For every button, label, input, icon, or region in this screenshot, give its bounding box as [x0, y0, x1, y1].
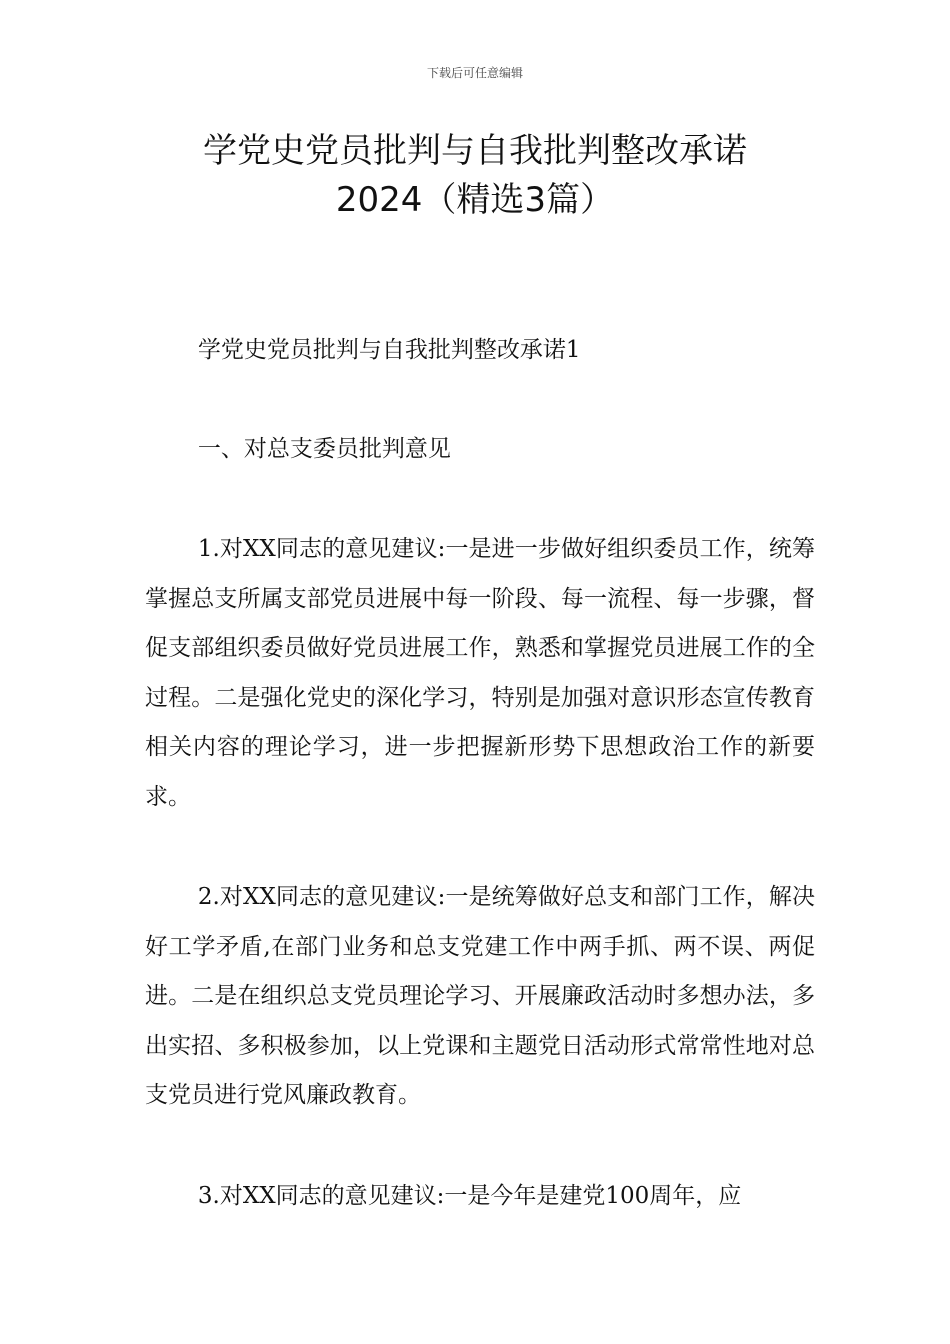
header-note: 下载后可任意编辑: [426, 66, 523, 80]
paragraph-1: 1.对XX同志的意见建议:一是进一步做好组织委员工作，统筹掌握总支所属支部党员进展中每一阶段、每一流程、每一步骤，督促支部组织委员做好党员进展工作，熟悉和掌握党员进展工作的全过程。二是强化党史的深化学习，特别是加强对意识形态宣传教育相关内容的理论学习，进一步把握新形势下思想政治工作的新要求。: [145, 536, 815, 810]
section-heading: 一、对总支委员批判意见: [197, 436, 451, 462]
document-title-line-2: 2024（精选3篇）: [335, 180, 615, 220]
paragraph-3: 3.对XX同志的意见建议:一是今年是建党100周年，应: [197, 1183, 742, 1209]
document-title-line-1: 学党史党员批判与自我批判整改承诺: [203, 131, 747, 171]
subtitle: 学党史党员批判与自我批判整改承诺1: [197, 337, 581, 363]
paragraph-2: 2.对XX同志的意见建议:一是统筹做好总支和部门工作，解决好工学矛盾,在部门业务和总支党建工作中两手抓、两不误、两促进。二是在组织总支党员理论学习、开展廉政活动时多想办法，多出实招、多积极参加，以上党课和主题党日活动形式常常性地对总支党员进行党风廉政教育。: [145, 884, 815, 1109]
